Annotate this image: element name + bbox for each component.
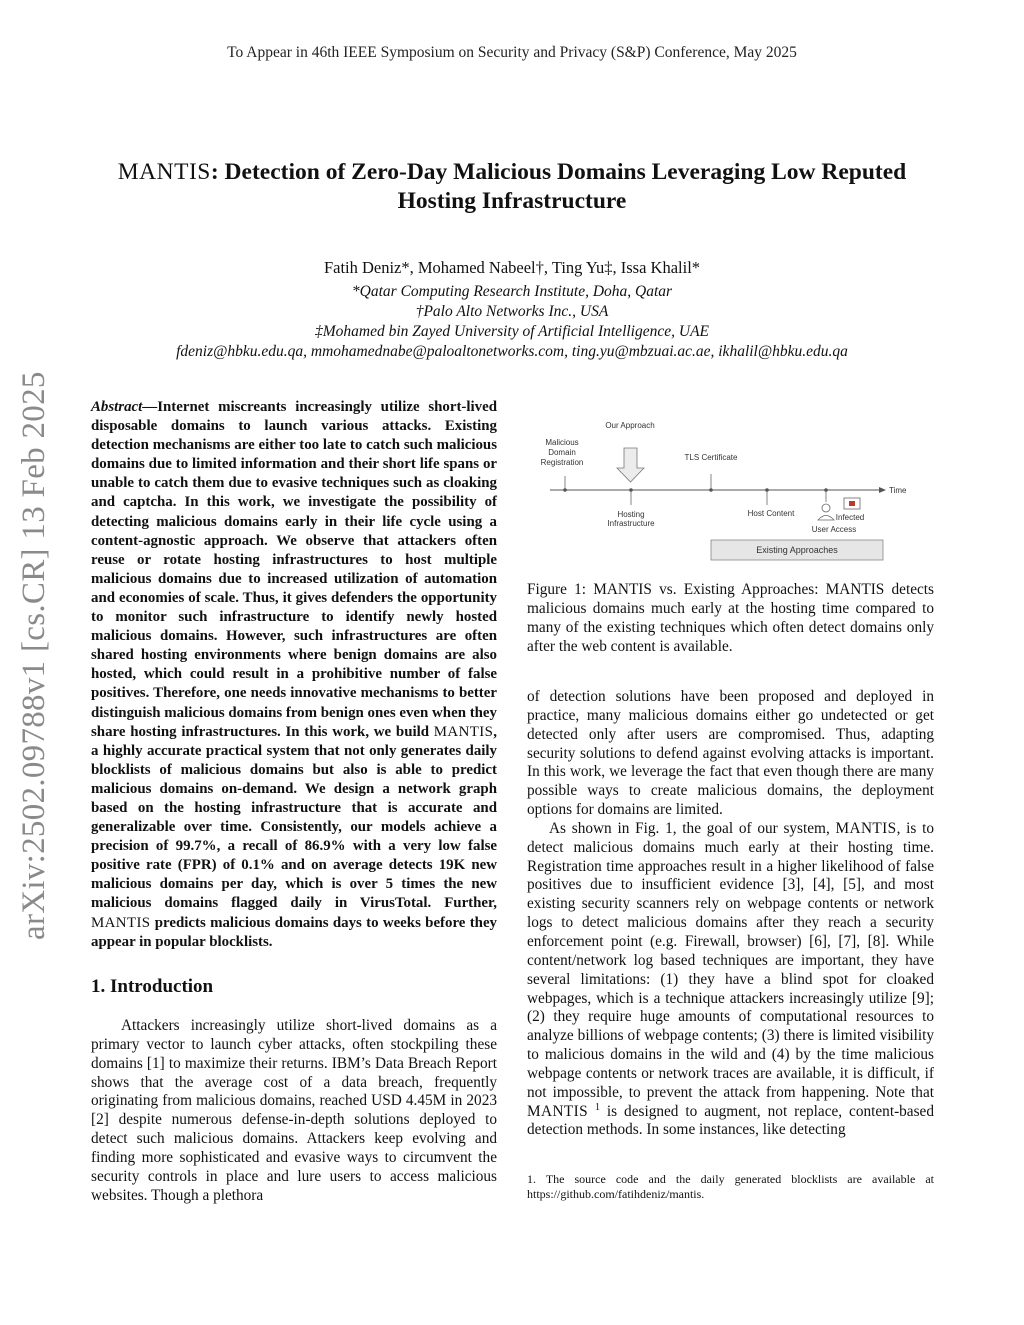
right-system-name-2: MANTIS — [527, 1102, 589, 1120]
footnote-marker: 1 — [594, 1101, 600, 1113]
right-paragraph-2-b: , is to detect malicious domains much early at their hosting time. Registration time approaches result in a higher likelihood of false positives due to insufficient evidence [3], [4], [5], and most existing security scanners rely on webpage contents or network logs to detect malicious domains after they reach a security enforcement point (e.g. Firewall, browser) [6], [7], [8]. While content/network log based techniques are important, they have several limitations: (1) they have a blind spot for cloaked webpages, which is a technique attackers increasingly utilize [9]; (2) they require huge amounts of computational resources to analyze billions of webpage contents; (3) there is limited visibility to malicious domains in the wild and (4) by the time malicious webpage contents or network traces are available, it is difficult, if not impossible, to prevent the attack from happening. Note that — [527, 819, 935, 1101]
dot-registration — [563, 488, 567, 492]
abstract-text-1: —Internet miscreants increasingly utilize short-lived disposable domains to launch various attacks. Existing detection mechanisms are either too late to catch such malicious domains due to limited information and their short life spans or unable to catch them due to evasive techniques such as cloaking and captcha. In this work, we investigate the possibility of detecting malicious domains early in their life cycle using a content-agnostic approach. We observe that attackers often reuse or rotate hosting infrastructures to host multiple malicious domains due to increased utilization of automation and economies of scale. Thus, it gives defenders the opportunity to monitor such infrastructure to identify newly hosted malicious domains. However, such infrastructures are often shared hosting environments where benign domains are also hosted, which could result in a prohibitive number of false positives. Therefore, one needs innovative mechanisms to better distinguish malicious domains from benign ones even when they share hosting infrastructures. In this work, we build — [91, 399, 497, 740]
introduction-text — [91, 1017, 497, 1205]
label-user-access: User Access — [811, 525, 857, 534]
affiliation-2: †Palo Alto Networks Inc., USA — [415, 303, 609, 320]
right-paragraph-2 — [527, 820, 934, 1140]
our-approach-arrow-icon — [617, 448, 644, 482]
arxiv-identifier: arXiv:2502.09788v1 [cs.CR] 13 Feb 2025 — [16, 371, 52, 940]
right-paragraph-2-c: is designed to augment, not replace, content-based detection methods. In some instances, like detecting — [527, 1102, 934, 1139]
paper-title — [90, 158, 934, 216]
right-system-name: MANTIS — [835, 819, 897, 837]
infected-screen-icon — [844, 498, 860, 509]
right-column-text — [527, 688, 934, 1140]
dot-tls — [709, 488, 713, 492]
label-hosting-2: Infrastructure — [607, 519, 655, 528]
title-text: : Detection of Zero-Day Malicious Domains Leveraging Low Reputed Hosting Infrastructure — [210, 159, 907, 214]
label-our-approach: Our Approach — [605, 421, 655, 430]
abstract-text-2: , a highly accurate practical system that not only generates daily blocklists of malicious domains but also is able to predict malicious domains on-demand. We design a network graph based on the hosting infrastructure that is accurate and generalizable over time. Consistently, our models achieve a precision of 99.7%, a recall of 86.9% with a very low false positive rate (FPR) of 0.1% and on average detects 19K new malicious domains per day, which is over 5 times the new malicious domains flagged daily in VirusTotal. Further, — [91, 723, 497, 912]
dot-user-access — [824, 488, 828, 492]
timeline-arrowhead — [879, 487, 886, 493]
author-emails: fdeniz@hbku.edu.qa, mmohamednabe@paloaltonetworks.com, ting.yu@mbzuai.ac.ae, ikhalil@hbku.edu.qa — [176, 343, 848, 360]
label-registration-3: Registration — [540, 458, 584, 467]
abstract-system-name-2: MANTIS — [91, 914, 151, 931]
affiliation-1: *Qatar Computing Research Institute, Doha, Qatar — [351, 283, 673, 300]
dot-hosting — [629, 488, 633, 492]
label-existing-approaches: Existing Approaches — [756, 545, 838, 555]
label-infected: Infected — [835, 513, 865, 522]
author-list: Fatih Deniz*, Mohamed Nabeel†, Ting Yu‡, Issa Khalil* — [323, 258, 701, 277]
figure-1-caption: Figure 1: MANTIS vs. Existing Approaches: MANTIS detects malicious domains much early at the hosting time compared to many of the existing techniques which often detect domains only after the web content is available. — [527, 581, 934, 655]
dot-host-content — [765, 488, 769, 492]
abstract-system-name: MANTIS — [433, 723, 494, 740]
label-host-content: Host Content — [747, 509, 795, 518]
affiliation-3: ‡Mohamed bin Zayed University of Artificial Intelligence, UAE — [314, 323, 710, 340]
section-heading-introduction: 1. Introduction — [91, 976, 214, 997]
conference-header: To Appear in 46th IEEE Symposium on Security and Privacy (S&P) Conference, May 2025 — [227, 44, 797, 61]
abstract-text-3: predicts malicious domains days to weeks before they appear in popular blocklists. — [91, 914, 497, 950]
right-paragraph-1: of detection solutions have been proposed and deployed in practice, many malicious domains either go undetected or get detected only after users are compromised. Thus, adapting security solutions to defend against evolving attacks is important. In this work, we leverage the fact that even though there are many possible ways to create malicious domains, the deployment options for domains are limited. — [527, 688, 934, 819]
label-registration-1: Malicious — [545, 438, 579, 447]
abstract — [91, 398, 497, 952]
label-tls-certificate: TLS Certificate — [684, 453, 738, 462]
right-paragraph-2-a: As shown in Fig. 1, the goal of our system, — [549, 819, 836, 837]
title-system-name: MANTIS — [117, 159, 211, 185]
label-hosting-1: Hosting — [617, 510, 645, 519]
footnote: 1. The source code and the daily generated blocklists are available at https://github.com/fatihdeniz/mantis. — [527, 1172, 934, 1201]
label-time: Time — [889, 486, 907, 495]
label-registration-2: Domain — [548, 448, 576, 457]
figure-1-timeline-diagram — [527, 410, 934, 570]
intro-paragraph: Attackers increasingly utilize short-lived domains as a primary vector to launch cyber attacks, often stockpiling these domains [1] to maximize their returns. IBM’s Data Breach Report shows that the average cost of a data breach, frequently originating from malicious domains, reached USD 4.45M in 2023 [2] despite numerous defense-in-depth solutions deployed to detect such malicious domains. Attackers keep evolving and finding more sophisticated and evasive ways to circumvent the security controls in place and lure users to access malicious websites. Though a plethora — [91, 1017, 497, 1204]
user-icon — [818, 504, 834, 520]
abstract-lead: Abstract — [91, 399, 143, 415]
